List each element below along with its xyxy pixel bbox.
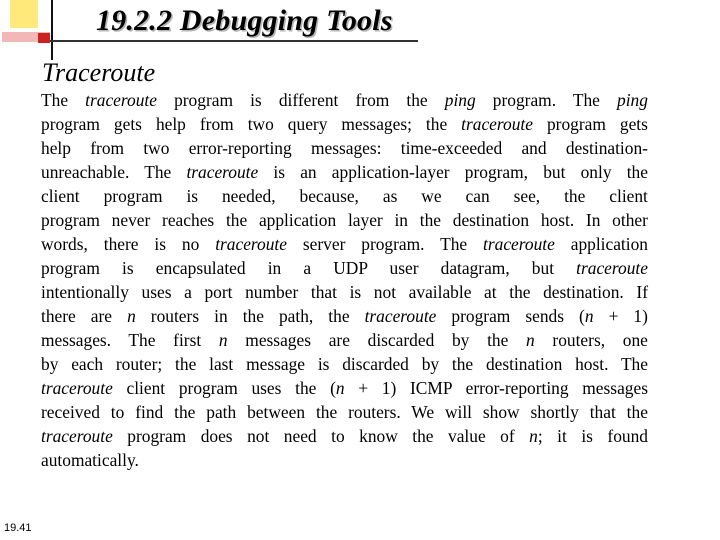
decorative-yellow-square: [10, 0, 38, 28]
body-line: traceroute client program uses the (n + 1) ICMP error-reporting messages: [41, 378, 648, 398]
body-line: automatically.: [41, 450, 139, 470]
title-underline-rule: [38, 40, 418, 42]
body-paragraph: [41, 88, 648, 472]
body-line: program never reaches the application layer in the destination host. In other: [41, 210, 648, 230]
page-number: 19.41: [4, 522, 32, 534]
slide-subtitle: Traceroute: [42, 58, 156, 87]
decorative-red-square: [38, 33, 50, 43]
body-line: client program is needed, because, as we can see, the client: [41, 186, 648, 206]
body-line: The traceroute program is different from the ping program. The ping: [41, 90, 648, 110]
body-line: program gets help from two query messages; the traceroute program gets: [41, 114, 648, 134]
body-line: received to find the path between the routers. We will show shortly that the: [41, 402, 648, 422]
body-line: messages. The first n messages are discarded by the n routers, one: [41, 330, 648, 350]
decorative-vertical-rule: [51, 0, 53, 60]
body-line: unreachable. The traceroute is an application-layer program, but only the: [41, 162, 648, 182]
slide-title: 19.2.2 Debugging Tools: [96, 4, 393, 37]
body-line: help from two error-reporting messages: time-exceeded and destination-: [41, 138, 648, 158]
body-line: words, there is no traceroute server program. The traceroute application: [41, 234, 648, 254]
body-line: intentionally uses a port number that is not available at the destination. If: [41, 282, 648, 302]
body-line: program is encapsulated in a UDP user datagram, but traceroute: [41, 258, 648, 278]
body-line: there are n routers in the path, the traceroute program sends (n + 1): [41, 306, 648, 326]
body-line: by each router; the last message is discarded by the destination host. The: [41, 354, 648, 374]
body-line: traceroute program does not need to know the value of n; it is found: [41, 426, 648, 446]
